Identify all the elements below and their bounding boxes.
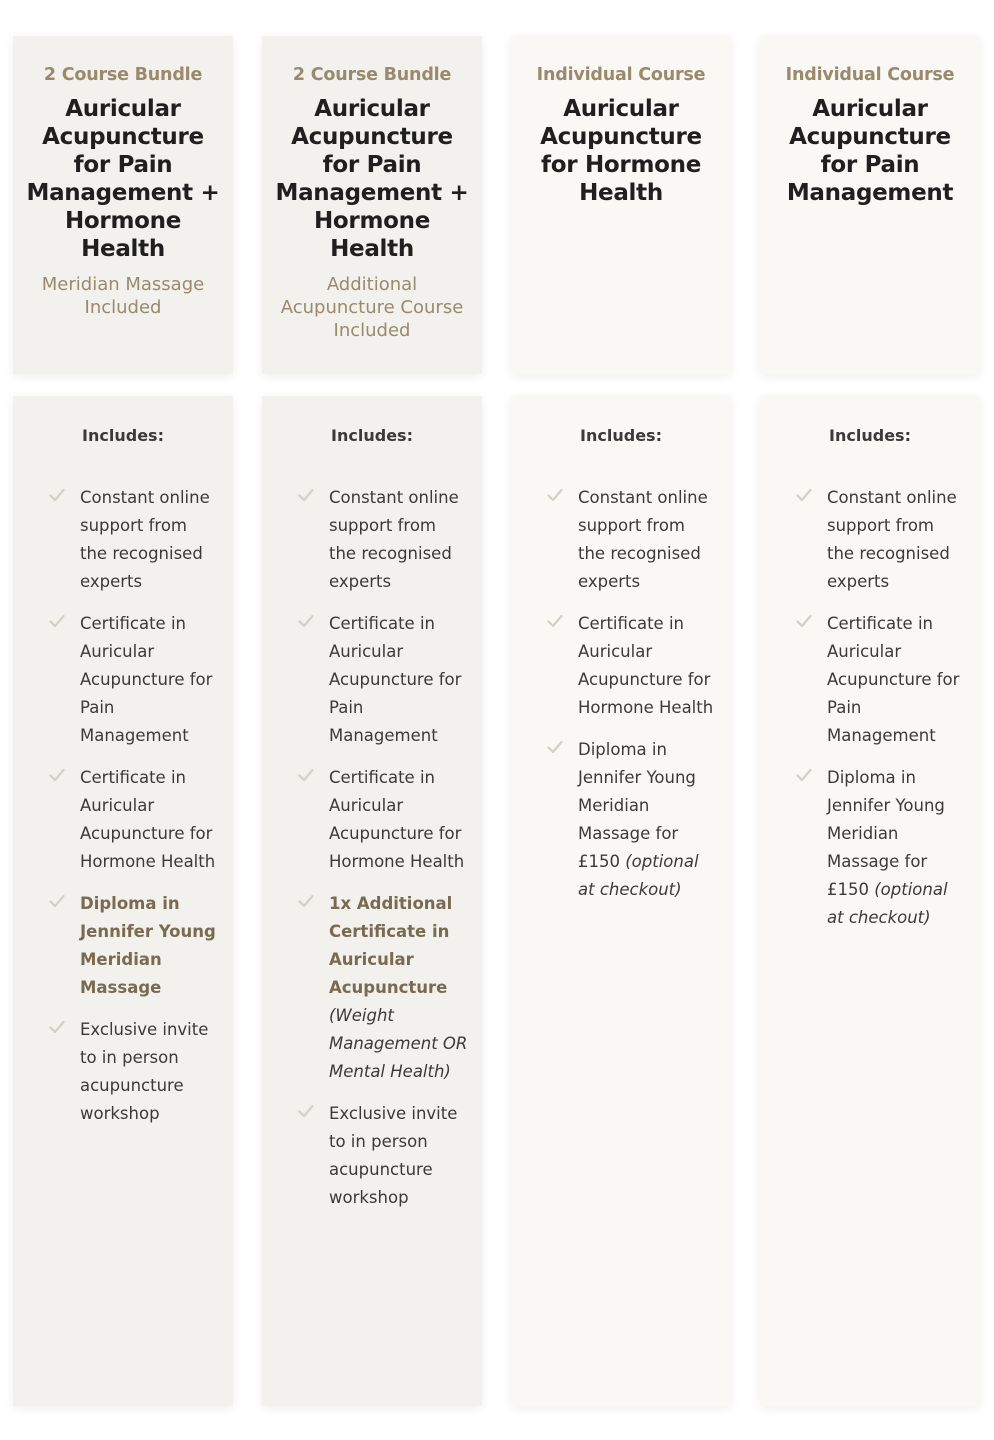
feature-text: Constant online support from the recognised experts xyxy=(578,488,708,591)
check-icon xyxy=(298,614,314,628)
plan-tag: 2 Course Bundle xyxy=(43,65,203,85)
feature-text-highlight: Diploma in Jennifer Young Meridian Massage xyxy=(80,894,216,997)
plan-title: Auricular Acupuncture for Hormone Health xyxy=(540,96,702,206)
includes-heading: Includes: xyxy=(829,426,911,445)
feature-highlight-label: 1x Additional Certificate in Auricular Acupuncture xyxy=(329,894,453,997)
check-icon xyxy=(49,768,65,782)
check-icon xyxy=(49,614,65,628)
includes-heading: Includes: xyxy=(82,426,164,445)
feature-text: Certificate in Auricular Acupuncture for Pain Management xyxy=(329,614,462,745)
check-icon xyxy=(49,894,65,908)
feature-list xyxy=(760,484,980,932)
check-icon xyxy=(796,488,812,502)
feature-label: Diploma in Jennifer Young Meridian Massage for £150 xyxy=(578,740,696,871)
feature-item xyxy=(47,764,219,876)
plan-header-card xyxy=(760,36,980,374)
plan-title: Auricular Acupuncture for Pain Management xyxy=(786,96,954,206)
check-icon xyxy=(796,768,812,782)
feature-item xyxy=(794,610,966,750)
feature-item-highlight xyxy=(296,890,468,1086)
plan-title: Auricular Acupuncture for Pain Management + Hormone Health xyxy=(26,96,220,262)
feature-item xyxy=(545,484,717,596)
feature-item xyxy=(296,610,468,750)
feature-item xyxy=(296,764,468,876)
feature-note: (Weight Management OR Mental Health) xyxy=(329,1006,468,1081)
check-icon xyxy=(547,740,563,754)
feature-text: Certificate in Auricular Acupuncture for Pain Management xyxy=(827,614,960,745)
plan-features-card xyxy=(13,396,233,1406)
check-icon xyxy=(547,488,563,502)
plan-tag: Individual Course xyxy=(536,65,706,85)
feature-item xyxy=(47,484,219,596)
plan-features-card xyxy=(262,396,482,1406)
check-icon xyxy=(298,894,314,908)
check-icon xyxy=(796,614,812,628)
feature-text: Constant online support from the recognised experts xyxy=(827,488,957,591)
feature-note: (optional at checkout) xyxy=(827,880,948,927)
plan-header-card xyxy=(13,36,233,374)
feature-item xyxy=(296,1100,468,1212)
plan-tag: 2 Course Bundle xyxy=(292,65,452,85)
feature-item xyxy=(794,764,966,932)
feature-list xyxy=(262,484,482,1212)
feature-item xyxy=(545,736,717,904)
feature-list xyxy=(511,484,731,904)
feature-text: Certificate in Auricular Acupuncture for Pain Management xyxy=(80,614,213,745)
feature-item-highlight xyxy=(47,890,219,1002)
feature-text-highlight xyxy=(329,890,468,1086)
plan-features-card xyxy=(760,396,980,1406)
feature-note: (optional at checkout) xyxy=(578,852,699,899)
feature-label: Diploma in Jennifer Young Meridian Massage for £150 xyxy=(827,768,945,899)
plan-tag: Individual Course xyxy=(785,65,955,85)
feature-text: Exclusive invite to in person acupuncture workshop xyxy=(80,1020,209,1123)
feature-item xyxy=(794,484,966,596)
check-icon xyxy=(49,488,65,502)
feature-text: Certificate in Auricular Acupuncture for Hormone Health xyxy=(80,768,216,871)
plan-features-card xyxy=(511,396,731,1406)
plan-subtitle: Meridian Massage Included xyxy=(41,274,205,318)
feature-text: Constant online support from the recognised experts xyxy=(80,488,210,591)
includes-heading: Includes: xyxy=(580,426,662,445)
includes-heading: Includes: xyxy=(331,426,413,445)
plan-header-card xyxy=(511,36,731,374)
feature-item xyxy=(296,484,468,596)
feature-text xyxy=(827,764,966,932)
check-icon xyxy=(49,1020,65,1034)
check-icon xyxy=(547,614,563,628)
check-icon xyxy=(298,488,314,502)
feature-text: Exclusive invite to in person acupuncture workshop xyxy=(329,1104,458,1207)
check-icon xyxy=(298,768,314,782)
feature-item xyxy=(47,610,219,750)
feature-list xyxy=(13,484,233,1128)
feature-item xyxy=(47,1016,219,1128)
feature-text xyxy=(578,736,717,904)
plan-subtitle: Additional Acupuncture Course Included xyxy=(280,274,464,341)
check-icon xyxy=(298,1104,314,1118)
plan-title: Auricular Acupuncture for Pain Management + Hormone Health xyxy=(275,96,469,262)
feature-text: Certificate in Auricular Acupuncture for Hormone Health xyxy=(329,768,465,871)
feature-text: Certificate in Auricular Acupuncture for Hormone Health xyxy=(578,614,714,717)
plan-header-card xyxy=(262,36,482,374)
feature-item xyxy=(545,610,717,722)
feature-text: Constant online support from the recognised experts xyxy=(329,488,459,591)
